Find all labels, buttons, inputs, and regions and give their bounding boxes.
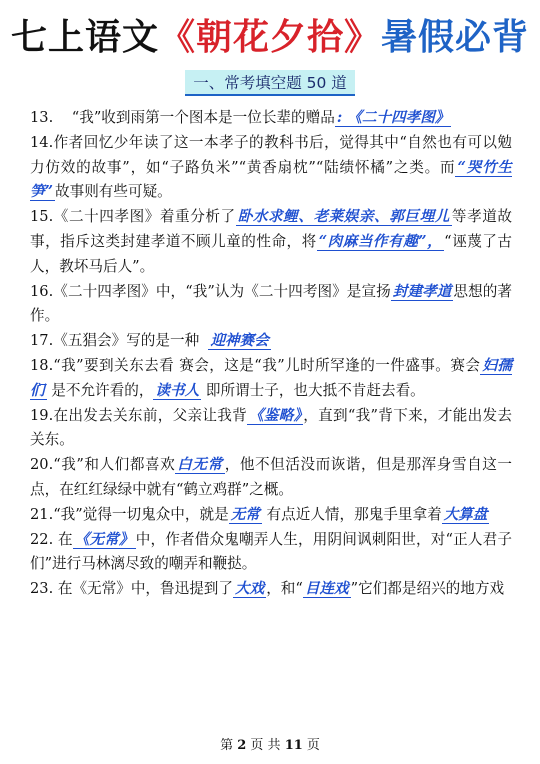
title-part-book: 《朝花夕拾》 — [158, 17, 381, 58]
answer-16: 封建孝道 — [392, 282, 452, 300]
answer-20: 白无常 — [177, 456, 223, 474]
answer-18a: 妇孺们 — [30, 356, 512, 399]
answer-21b: 大算盘 — [443, 505, 488, 523]
answer-23b: 目连戏 — [304, 580, 349, 598]
question-14: 14.作者回忆少年读了这一本孝子的教科书后，觉得其中“自然也有可以勉力仿效的故事”，如“子路负米”“黄香扇枕”“陆绩怀橘”之类。而 “哭竹生笋” 故事则有些可疑。 — [30, 133, 512, 201]
answer-13: : 《二十四孝图》 — [336, 109, 450, 126]
question-13: 13. “我”收到雨第一个图本是一位长辈的赠品 : 《二十四孝图》 — [30, 109, 450, 126]
answer-17: 迎神赛会 — [210, 332, 269, 350]
answer-14: “哭竹生笋” — [30, 158, 512, 201]
question-21: 21.“我”觉得一切鬼众中，就是 无常 有点近人情，那鬼手里拿着 大算盘 — [30, 505, 488, 523]
answer-15b: “肉麻当作有趣”， — [318, 232, 443, 250]
page-title — [0, 0, 540, 64]
current-page-number: 2 — [237, 738, 247, 753]
answer-22: 《无常》 — [74, 530, 134, 548]
question-16: 16.《二十四孝图》中，“我”认为《二十四考图》是宣扬 封建孝道 思想的著作。 — [30, 282, 512, 325]
question-23: 23. 在《无常》中，鲁迅提到了 大戏 ，和“ 目连戏 ”它们都是绍兴的地方戏 — [30, 580, 505, 598]
answer-18b: 读书人 — [155, 381, 200, 399]
question-18: 18.“我”要到关东去看 赛会，这是“我”儿时所罕逢的一件盛事。赛会 妇孺们 是不允许看的， 读书人 即所谓士子，也大抵不肯赶去看。 — [30, 356, 512, 399]
question-19: 19.在出发去关东前，父亲让我背 《鉴略》 ，直到“我”背下来，才能出发去关东。 — [30, 406, 512, 449]
answer-15a: 卧水求鲤、老莱娱亲、郭巨埋儿 — [237, 208, 450, 226]
title-part-subject: 七上语文 — [10, 17, 159, 58]
answer-23a: 大戏 — [234, 580, 265, 598]
question-17: 17.《五猖会》写的是一种 迎神赛会 — [30, 332, 269, 350]
title-part-purpose: 暑假必背 — [381, 17, 530, 58]
question-list — [30, 106, 512, 602]
total-pages: 11 — [284, 738, 303, 753]
page-footer: 第 2 页 共 11 页 — [220, 738, 320, 753]
question-20: 20.“我”和人们都喜欢 白无常 ，他不但活没而诙谐，但是那浑身雪自这一点，在红红绿绿中就有“鹤立鸡群”之概。 — [30, 456, 512, 498]
section-subtitle: 一、常考填空题 50 道 — [185, 70, 355, 96]
answer-21a: 无常 — [230, 505, 260, 523]
question-15: 15.《二十四孝图》着重分析了 卧水求鲤、老莱娱亲、郭巨埋儿 等孝道故事，指斥这类封建孝道不顾儿童的性命，将 “肉麻当作有趣”， “诬蔑了古人，教坏马后人”。 — [30, 208, 512, 275]
question-22: 22. 在 《无常》 中，作者借众鬼嘲弄人生，用阴间讽刺阳世，对“正人君子们”进行马林漓尽致的嘲弄和鞭挞。 — [30, 530, 512, 573]
answer-19: 《鉴略》 — [249, 406, 302, 424]
